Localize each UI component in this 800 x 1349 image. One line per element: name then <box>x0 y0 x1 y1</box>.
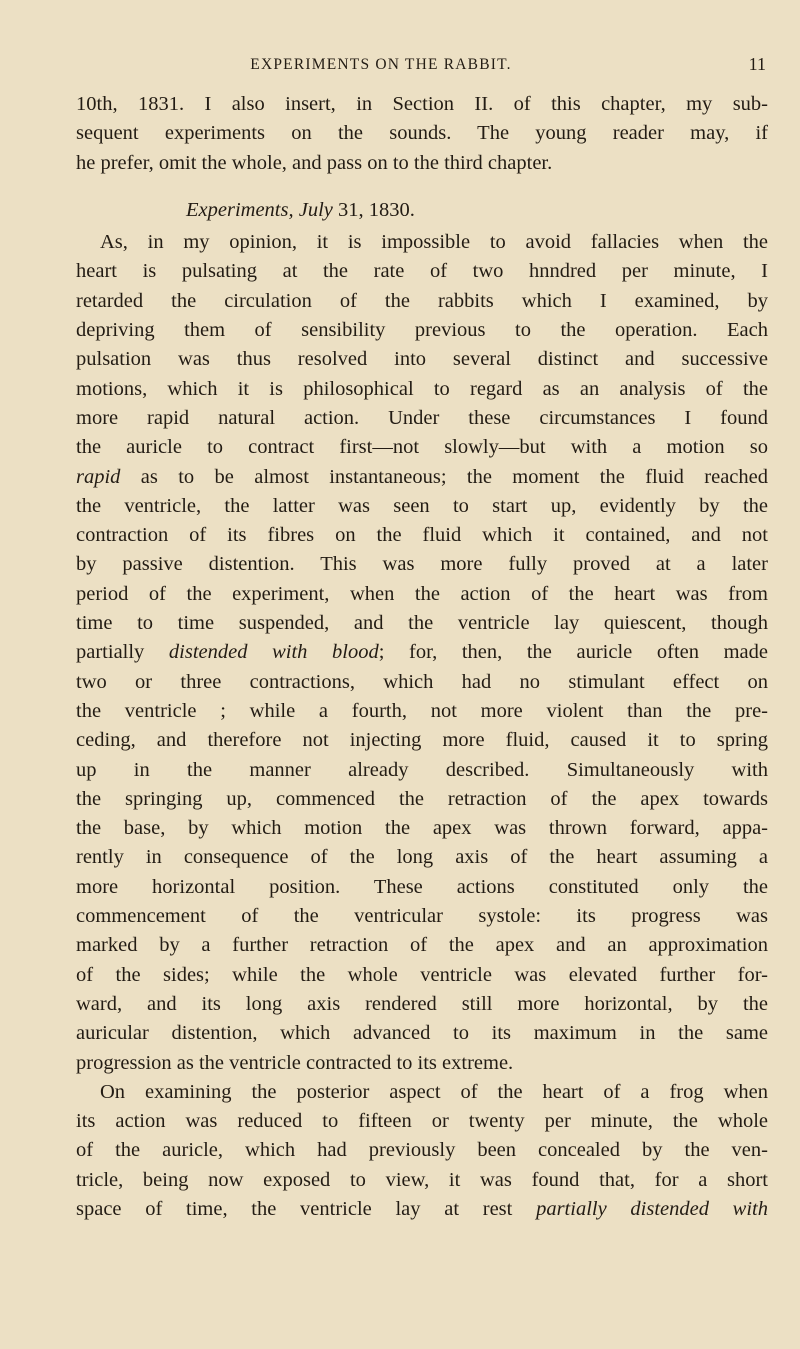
text-segment: as to be almost instantaneous; the moment the fluid reached <box>140 465 768 488</box>
text-line: pulsation was thus resolved into several distinct and successive <box>76 348 768 371</box>
text-line: depriving them of sensibility previous to the operation. Each <box>76 319 768 342</box>
text-line: sequent experiments on the sounds. The young reader may, if <box>76 122 768 145</box>
text-line: period of the experiment, when the action of the heart was from <box>76 582 768 605</box>
text-line: rently in consequence of the long axis of the heart assuming a <box>76 846 768 869</box>
running-header <box>76 56 766 82</box>
text-line: of the auricle, which had previously been concealed by the ven- <box>76 1139 768 1162</box>
text-line: the ventricle ; while a fourth, not more violent than the pre- <box>76 699 768 722</box>
text-line: 10th, 1831. I also insert, in Section II. of this chapter, my sub- <box>76 93 768 115</box>
text-line-with-italic <box>76 1195 768 1224</box>
text-line: the springing up, commenced the retraction of the apex towards <box>76 787 768 810</box>
text-line: by passive distention. This was more fully proved at a later <box>76 553 768 576</box>
text-line: As, in my opinion, it is impossible to avoid fallacies when the <box>100 231 768 254</box>
text-line: commencement of the ventricular systole: its progress was <box>76 905 768 928</box>
text-line: more horizontal position. These actions constituted only the <box>76 875 768 898</box>
text-line: two or three contractions, which had no stimulant effect on <box>76 670 768 693</box>
body-text <box>76 90 768 1224</box>
text-line-with-italic <box>76 638 768 667</box>
text-line: On examining the posterior aspect of the heart of a frog when <box>100 1080 768 1103</box>
italic-phrase: partially distended with <box>536 1197 768 1220</box>
text-line: more rapid natural action. Under these circumstances I found <box>76 406 768 429</box>
text-line: ward, and its long axis rendered still more horizontal, by the <box>76 992 768 1015</box>
text-line: marked by a further retraction of the apex and an approximation <box>76 934 768 957</box>
text-line: progression as the ventricle contracted to its extreme. <box>76 1051 514 1074</box>
text-line: contraction of its fibres on the fluid which it contained, and not <box>76 524 768 547</box>
text-segment: ; for, then, the auricle often made <box>378 641 768 664</box>
text-line: up in the manner already described. Simultaneously with <box>76 758 768 781</box>
text-line: the base, by which motion the apex was thrown forward, appa- <box>76 817 768 840</box>
heading-italic: Experiments, <box>186 198 294 221</box>
text-segment: space of time, the ventricle lay at rest <box>76 1197 513 1220</box>
text-line: heart is pulsating at the rate of two hnndred per minute, I <box>76 260 768 283</box>
heading-italic-month: July <box>298 198 333 221</box>
text-line: of the sides; while the whole ventricle was elevated further for- <box>76 963 768 986</box>
text-line: the auricle to contract first—not slowly—but with a motion so <box>76 436 768 459</box>
heading-date: 31, 1830. <box>338 198 415 221</box>
text-line: motions, which it is philosophical to regard as an analysis of the <box>76 377 768 400</box>
text-line: ceding, and therefore not injecting more fluid, caused it to spring <box>76 729 768 752</box>
running-title: EXPERIMENTS ON THE RABBIT. <box>250 56 512 73</box>
page-number: 11 <box>748 54 766 74</box>
text-segment: partially <box>76 641 145 664</box>
text-line: he prefer, omit the whole, and pass on to the third chapter. <box>76 151 553 174</box>
text-line: its action was reduced to fifteen or twenty per minute, the whole <box>76 1110 768 1133</box>
section-heading <box>76 196 768 225</box>
text-line: auricular distention, which advanced to its maximum in the same <box>76 1022 768 1045</box>
text-line: the ventricle, the latter was seen to start up, evidently by the <box>76 494 768 517</box>
italic-phrase: distended with blood <box>168 641 379 664</box>
italic-word: rapid <box>76 465 121 488</box>
text-line: retarded the circulation of the rabbits which I examined, by <box>76 289 768 312</box>
text-line: tricle, being now exposed to view, it was found that, for a short <box>76 1168 768 1191</box>
text-line: time to time suspended, and the ventricle lay quiescent, though <box>76 612 768 635</box>
text-line-with-italic <box>76 463 768 492</box>
